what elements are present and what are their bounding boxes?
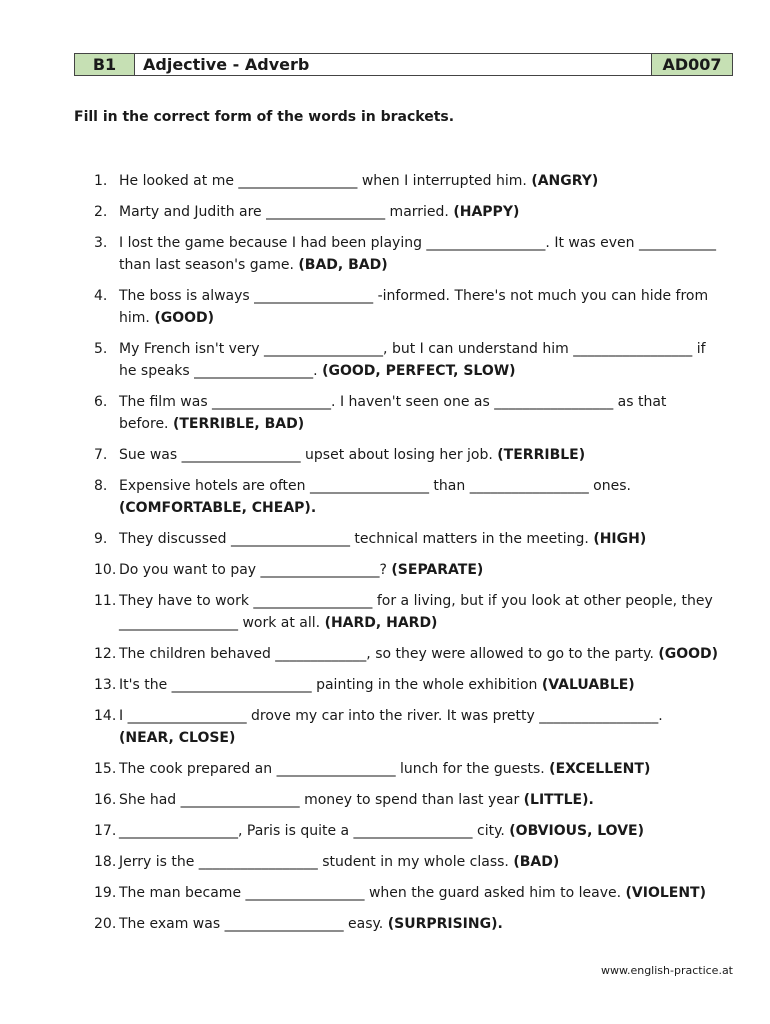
item-text: The film was _________________. I haven't seen one as _________________ as that: [119, 394, 667, 410]
item-number: 18.: [94, 854, 117, 870]
exercise-item: [94, 444, 734, 466]
item-hint: (LITTLE).: [523, 792, 594, 808]
item-number: 2.: [94, 204, 108, 220]
item-hint: (GOOD): [658, 646, 719, 662]
item-text: They have to work _________________ for a living, but if you look at other people, they: [119, 593, 713, 609]
exercise-item: [94, 475, 734, 519]
footer-url: www.english-practice.at: [600, 964, 733, 977]
item-hint: (GOOD, PERFECT, SLOW): [322, 363, 516, 379]
item-number: 16.: [94, 792, 117, 808]
item-hint: (VIOLENT): [625, 885, 706, 901]
item-hint: (ANGRY): [531, 173, 599, 189]
item-text: Jerry is the _________________ student in my whole class.: [119, 854, 514, 870]
item-text: They discussed _________________ technical matters in the meeting.: [119, 531, 594, 547]
item-line: [119, 338, 734, 360]
exercise-item: [94, 201, 734, 223]
item-line: [119, 528, 734, 550]
item-number: 8.: [94, 478, 108, 494]
item-line: [119, 285, 734, 307]
item-hint: (SURPRISING).: [387, 916, 503, 932]
exercise-item: [94, 705, 734, 749]
item-hint: (BAD, BAD): [298, 257, 388, 273]
item-text: than last season's game.: [119, 257, 299, 273]
exercise-item: [94, 643, 734, 665]
item-line: [119, 727, 734, 749]
exercise-item: [94, 882, 734, 904]
item-text: The boss is always _________________ -informed. There's not much you can hide from: [119, 288, 709, 304]
exercise-item: [94, 528, 734, 550]
item-text: My French isn't very _________________, but I can understand him _________________ if: [119, 341, 706, 357]
item-hint: (TERRIBLE, BAD): [172, 416, 305, 432]
item-line: [119, 789, 734, 811]
item-line: [119, 360, 734, 382]
item-hint: (HARD, HARD): [324, 615, 438, 631]
item-text: I _________________ drove my car into the river. It was pretty _________________.: [119, 708, 663, 724]
item-text: he speaks _________________.: [119, 363, 323, 379]
instructions: Fill in the correct form of the words in brackets.: [74, 109, 455, 125]
item-hint: (OBVIOUS, LOVE): [509, 823, 645, 839]
exercise-item: [94, 338, 734, 382]
item-line: [119, 391, 734, 413]
item-text: Do you want to pay _________________?: [119, 562, 392, 578]
item-hint: (VALUABLE): [541, 677, 635, 693]
item-line: [119, 413, 734, 435]
title-cell: Adjective - Adverb: [135, 54, 652, 75]
exercise-list: [94, 170, 734, 944]
exercise-item: [94, 590, 734, 634]
item-hint: (EXCELLENT): [549, 761, 651, 777]
exercise-item: [94, 285, 734, 329]
exercise-item: [94, 170, 734, 192]
item-number: 1.: [94, 173, 108, 189]
worksheet-header: [74, 53, 733, 76]
item-hint: (HIGH): [593, 531, 647, 547]
item-number: 12.: [94, 646, 117, 662]
exercise-item: [94, 674, 734, 696]
item-hint: (BAD): [513, 854, 560, 870]
item-number: 3.: [94, 235, 108, 251]
item-line: [119, 232, 734, 254]
item-line: [119, 254, 734, 276]
item-hint: (NEAR, CLOSE): [119, 730, 236, 746]
item-line: [119, 612, 734, 634]
exercise-item: [94, 913, 734, 935]
item-text: Expensive hotels are often _________________ than _________________ ones.: [119, 478, 631, 494]
item-number: 17.: [94, 823, 117, 839]
item-text: The cook prepared an _________________ lunch for the guests.: [119, 761, 550, 777]
item-text: _________________ work at all.: [119, 615, 325, 631]
item-number: 11.: [94, 593, 117, 609]
item-number: 10.: [94, 562, 117, 578]
level-cell: B1: [75, 54, 135, 75]
exercise-item: [94, 391, 734, 435]
item-number: 5.: [94, 341, 108, 357]
exercise-item: [94, 758, 734, 780]
item-hint: (COMFORTABLE, CHEAP).: [119, 500, 317, 516]
item-line: [119, 674, 734, 696]
item-line: [119, 559, 734, 581]
item-line: [119, 475, 734, 497]
item-number: 7.: [94, 447, 108, 463]
item-text: The man became _________________ when the guard asked him to leave.: [119, 885, 626, 901]
item-hint: (HAPPY): [453, 204, 520, 220]
item-text: _________________, Paris is quite a _________________ city.: [119, 823, 510, 839]
item-line: [119, 307, 734, 329]
item-hint: (GOOD): [154, 310, 215, 326]
item-number: 9.: [94, 531, 108, 547]
item-text: him.: [119, 310, 155, 326]
exercise-item: [94, 789, 734, 811]
item-text: The children behaved _____________, so they were allowed to go to the party.: [119, 646, 659, 662]
item-line: [119, 705, 734, 727]
item-line: [119, 201, 734, 223]
item-text: The exam was _________________ easy.: [119, 916, 388, 932]
item-number: 19.: [94, 885, 117, 901]
item-line: [119, 820, 734, 842]
item-line: [119, 497, 734, 519]
item-line: [119, 170, 734, 192]
item-line: [119, 590, 734, 612]
item-number: 14.: [94, 708, 117, 724]
item-text: Sue was _________________ upset about losing her job.: [119, 447, 498, 463]
item-line: [119, 913, 734, 935]
item-line: [119, 444, 734, 466]
item-number: 20.: [94, 916, 117, 932]
item-number: 4.: [94, 288, 108, 304]
item-line: [119, 851, 734, 873]
item-number: 15.: [94, 761, 117, 777]
code-cell: AD007: [652, 54, 732, 75]
item-line: [119, 882, 734, 904]
item-hint: (SEPARATE): [391, 562, 484, 578]
exercise-item: [94, 232, 734, 276]
item-text: He looked at me _________________ when I interrupted him.: [119, 173, 532, 189]
item-text: I lost the game because I had been playing _________________. It was even ___________: [119, 235, 716, 251]
item-text: before.: [119, 416, 173, 432]
exercise-item: [94, 559, 734, 581]
item-line: [119, 643, 734, 665]
item-line: [119, 758, 734, 780]
item-text: Marty and Judith are _________________ married.: [119, 204, 454, 220]
item-number: 13.: [94, 677, 117, 693]
exercise-item: [94, 820, 734, 842]
exercise-item: [94, 851, 734, 873]
item-number: 6.: [94, 394, 108, 410]
item-text: It's the ____________________ painting in the whole exhibition: [119, 677, 542, 693]
item-hint: (TERRIBLE): [497, 447, 586, 463]
item-text: She had _________________ money to spend than last year: [119, 792, 524, 808]
